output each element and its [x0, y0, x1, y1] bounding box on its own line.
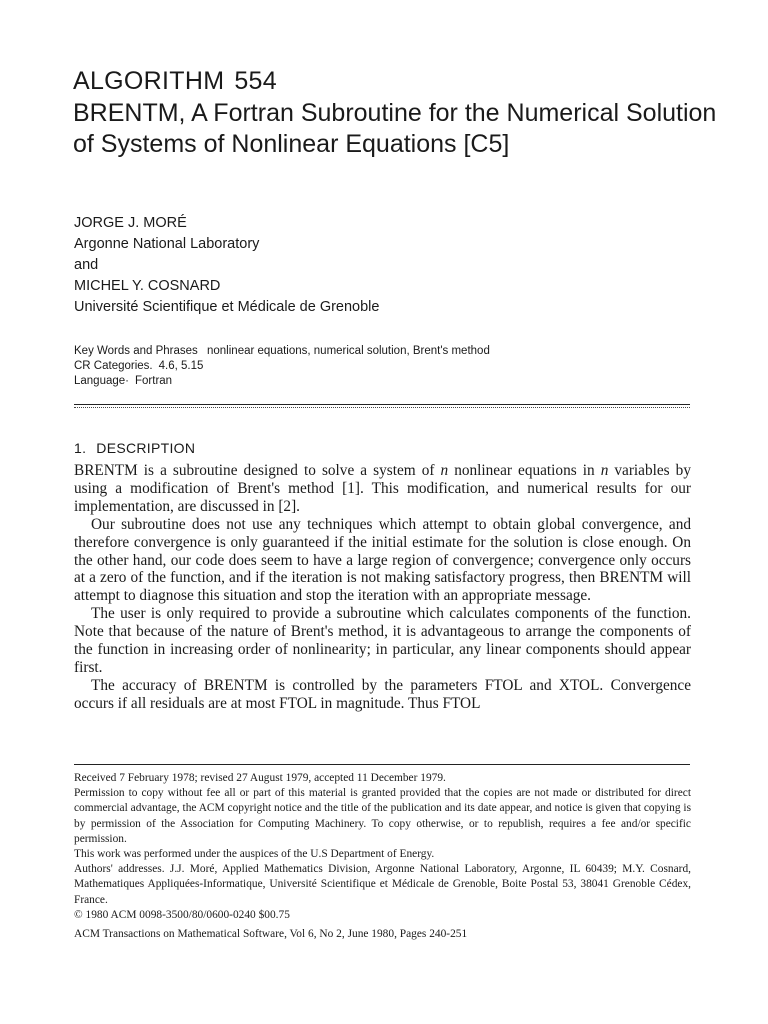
footnotes — [74, 771, 691, 942]
paragraph-text: BRENTM is a subroutine designed to solve a system of — [74, 462, 441, 479]
algorithm-number: 554 — [234, 67, 277, 95]
received-dates: Received 7 February 1978; revised 27 August 1979, accepted 11 December 1979. — [74, 772, 446, 784]
author-affiliation: Université Scientifique et Médicale de Grenoble — [74, 299, 380, 315]
keywords-block — [74, 344, 490, 389]
cr-categories-value: 4.6, 5.15 — [158, 360, 204, 372]
paragraph-text: variables by using a modification of Brent's method [1]. This modification, and numerical results for our implementation, are discussed in [2]. — [74, 462, 691, 515]
paragraph: Our subroutine does not use any techniques which attempt to obtain global convergence, and therefore convergence is only guaranteed if the initial estimate for the solution is close enough. On the other hand, our code does seem to have a large region of convergence; convergence only occurs at a zero of the function, and if the iteration is not making satisfactory progress, then BRENTM will attempt to diagnose this situation and stop the iteration with an appropriate message. — [74, 515, 691, 605]
author-addresses: Authors' addresses. J.J. Moré, Applied Mathematics Division, Argonne National Laboratory, Argonne, IL 60439; M.Y. Cosnard, Mathematiques Appliquées-Informatique, Université Scientifique et Médicale de Grenoble, Boite Postal 53, 38041 Grenoble Cédex, France. — [74, 863, 691, 906]
divider — [74, 407, 690, 408]
title-block — [73, 66, 733, 160]
math-variable: n — [440, 462, 449, 479]
author-conjunction: and — [74, 257, 99, 273]
permission-notice: Permission to copy without fee all or part of this material is granted provided that the copies are not made or distributed for direct commercial advantage, the ACM copyright notice and the title of the publication and its date appear, and notice is given that copying is by permission of the Association for Computing Machinery. To copy otherwise, or to republish, requires a fee and/or specific permission. — [74, 787, 691, 845]
footnote-divider — [74, 764, 690, 765]
section-title: DESCRIPTION — [96, 440, 196, 456]
body-text — [74, 462, 691, 713]
language-label: Language· — [74, 375, 129, 387]
section-heading — [74, 440, 205, 456]
algorithm-heading — [73, 66, 733, 96]
copyright-line: © 1980 ACM 0098-3500/80/0600-0240 $00.75 — [74, 908, 290, 921]
author-name: MICHEL Y. COSNARD — [74, 278, 221, 294]
section-number: 1. — [74, 440, 87, 456]
author-block — [74, 213, 379, 318]
language-value: Fortran — [135, 375, 173, 387]
cr-categories-line — [74, 359, 490, 374]
language-line — [74, 374, 490, 389]
author-name: JORGE J. MORÉ — [74, 215, 187, 231]
paragraph: The user is only required to provide a subroutine which calculates components of the function. Note that because of the nature of Brent's method, it is advantageous to arrange the components of the function in increasing order of nonlinearity; in particular, any linear components should appear first. — [74, 605, 691, 676]
algorithm-label: ALGORITHM — [73, 67, 225, 95]
paper-title: BRENTM, A Fortran Subroutine for the Numerical Solution of Systems of Nonlinear Equations [C5] — [73, 99, 717, 158]
paragraph — [74, 462, 691, 516]
paragraph: The accuracy of BRENTM is controlled by the parameters FTOL and XTOL. Convergence occurs if all residuals are at most FTOL in magnitude. Thus FTOL — [74, 676, 691, 712]
paragraph-text: nonlinear equations in — [448, 462, 601, 479]
funding-note: This work was performed under the auspices of the U.S Department of Energy. — [74, 848, 435, 861]
keywords-line — [74, 344, 490, 359]
cr-categories-label: CR Categories. — [74, 360, 153, 372]
journal-citation: ACM Transactions on Mathematical Software, Vol 6, No 2, June 1980, Pages 240-251 — [74, 928, 468, 941]
divider — [74, 404, 690, 405]
math-variable: n — [600, 462, 609, 479]
keywords-value: nonlinear equations, numerical solution, Brent's method — [207, 345, 490, 357]
keywords-label: Key Words and Phrases — [74, 345, 198, 357]
author-affiliation: Argonne National Laboratory — [74, 236, 260, 252]
